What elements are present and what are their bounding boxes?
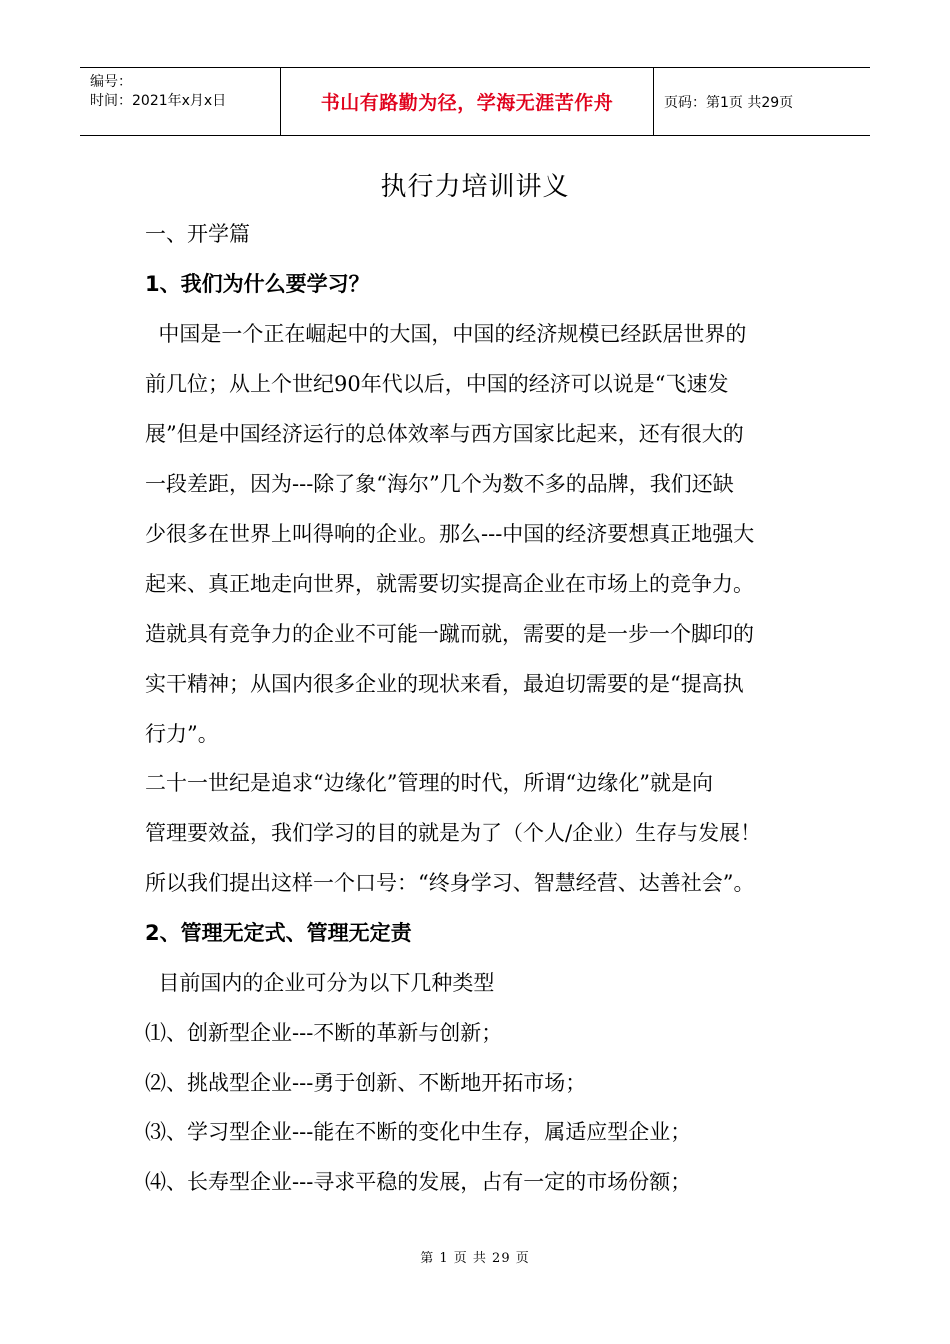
paragraph-line: 少很多在世界上叫得响的企业。那么---中国的经济要想真正地强大: [145, 522, 755, 546]
header-page-cell: [654, 68, 870, 135]
paragraph-line: 一段差距，因为---除了象“海尔”几个为数不多的品牌，我们还缺: [145, 472, 734, 496]
paragraph-line: 二十一世纪是追求“边缘化”管理的时代，所谓“边缘化”就是向: [145, 771, 713, 795]
list-item: ⑶、学习型企业---能在不断的变化中生存，属适应型企业；: [145, 1120, 692, 1144]
document-date-label: 时间：2021年x月x日: [90, 93, 227, 109]
document-number-label: 编号：: [90, 74, 132, 90]
header-motto: 书山有路勤为径，学海无涯苦作舟: [320, 92, 614, 114]
paragraph-line: 前几位；从上个世纪90年代以后，中国的经济可以说是“飞速发: [145, 372, 729, 396]
header-page-info: 页码：第1页 共29页: [664, 94, 794, 111]
paragraph-line: 实干精神；从国内很多企业的现状来看，最迫切需要的是“提高执: [145, 672, 744, 696]
subsection-heading: 2、管理无定式、管理无定责: [145, 921, 412, 945]
header-motto-cell: [281, 68, 654, 135]
paragraph-line: 行力”。: [145, 722, 219, 746]
header-meta-cell: [80, 68, 281, 135]
paragraph-line: 起来、真正地走向世界，就需要切实提高企业在市场上的竞争力。: [145, 572, 754, 596]
paragraph-line: 中国是一个正在崛起中的大国，中国的经济规模已经跃居世界的: [145, 322, 747, 346]
paragraph-line: 管理要效益，我们学习的目的就是为了（个人/企业）生存与发展！: [145, 821, 762, 845]
list-item: ⑵、挑战型企业---勇于创新、不断地开拓市场；: [145, 1071, 587, 1095]
list-item: ⑷、长寿型企业---寻求平稳的发展，占有一定的市场份额；: [145, 1170, 692, 1194]
list-item: ⑴、创新型企业---不断的革新与创新；: [145, 1021, 503, 1045]
section-heading: 一、开学篇: [145, 222, 250, 246]
page-header-table: [80, 67, 870, 136]
page-footer: 第 1 页 共 29 页: [420, 1251, 530, 1266]
document-title: 执行力培训讲义: [380, 172, 570, 202]
paragraph-line: 造就具有竞争力的企业不可能一蹴而就，需要的是一步一个脚印的: [145, 622, 754, 646]
paragraph-line: 目前国内的企业可分为以下几种类型: [145, 971, 495, 995]
paragraph-line: 展”但是中国经济运行的总体效率与西方国家比起来，还有很大的: [145, 422, 744, 446]
subsection-heading: 1、我们为什么要学习？: [145, 272, 370, 296]
paragraph-line: 所以我们提出这样一个口号：“终身学习、智慧经营、达善社会”。: [145, 871, 755, 895]
